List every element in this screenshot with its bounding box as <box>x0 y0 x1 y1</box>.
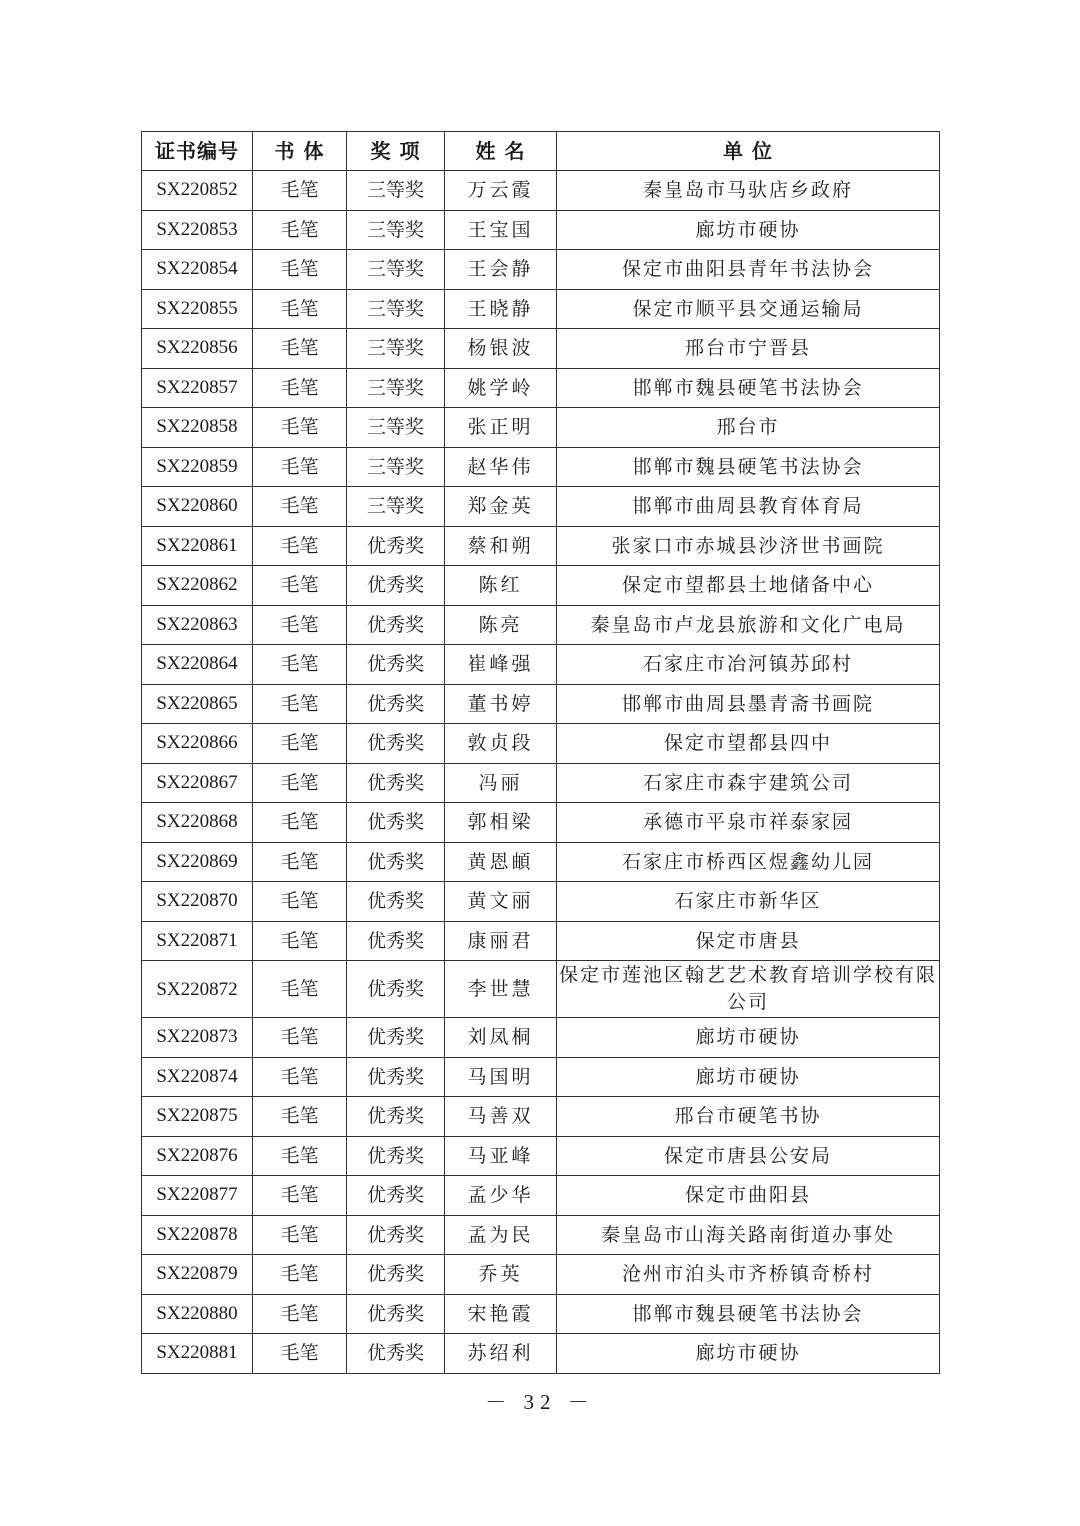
name-cell: 杨银波 <box>445 329 557 369</box>
script-style-cell: 毛笔 <box>253 724 347 764</box>
script-style-cell: 毛笔 <box>253 684 347 724</box>
unit-cell: 保定市唐县公安局 <box>557 1136 940 1176</box>
unit-cell: 秦皇岛市马驮店乡政府 <box>557 171 940 211</box>
table-row <box>142 684 940 724</box>
unit-cell: 廊坊市硬协 <box>557 210 940 250</box>
name-cell: 崔峰强 <box>445 645 557 685</box>
unit-cell: 秦皇岛市卢龙县旅游和文化广电局 <box>557 605 940 645</box>
unit-cell: 邯郸市曲周县墨青斋书画院 <box>557 684 940 724</box>
certificate-number-cell: SX220872 <box>142 961 253 1018</box>
award-cell: 优秀奖 <box>347 882 445 922</box>
certificate-number-cell: SX220867 <box>142 763 253 803</box>
certificate-number-cell: SX220873 <box>142 1018 253 1058</box>
name-cell: 乔英 <box>445 1255 557 1295</box>
table-row <box>142 566 940 606</box>
certificate-number-cell: SX220875 <box>142 1097 253 1137</box>
script-style-cell: 毛笔 <box>253 1334 347 1374</box>
table-row <box>142 763 940 803</box>
name-cell: 陈红 <box>445 566 557 606</box>
table-row <box>142 1215 940 1255</box>
award-cell: 优秀奖 <box>347 1057 445 1097</box>
award-cell: 三等奖 <box>347 171 445 211</box>
table-header-row <box>142 132 940 171</box>
script-style-cell: 毛笔 <box>253 487 347 527</box>
page-number: － 32 － <box>485 1390 595 1414</box>
script-style-cell: 毛笔 <box>253 961 347 1018</box>
certificate-number-cell: SX220874 <box>142 1057 253 1097</box>
certificate-number-cell: SX220865 <box>142 684 253 724</box>
unit-cell: 保定市唐县 <box>557 921 940 961</box>
unit-cell: 廊坊市硬协 <box>557 1057 940 1097</box>
award-cell: 优秀奖 <box>347 1334 445 1374</box>
name-cell: 王晓静 <box>445 289 557 329</box>
table-row <box>142 842 940 882</box>
unit-cell: 秦皇岛市山海关路南街道办事处 <box>557 1215 940 1255</box>
unit-cell: 沧州市泊头市齐桥镇奇桥村 <box>557 1255 940 1295</box>
table-row <box>142 961 940 1018</box>
certificate-number-cell: SX220866 <box>142 724 253 764</box>
table-row <box>142 645 940 685</box>
award-cell: 优秀奖 <box>347 1294 445 1334</box>
award-cell: 三等奖 <box>347 210 445 250</box>
name-cell: 马亚峰 <box>445 1136 557 1176</box>
award-cell: 优秀奖 <box>347 1176 445 1216</box>
award-cell: 三等奖 <box>347 250 445 290</box>
name-cell: 冯丽 <box>445 763 557 803</box>
award-cell: 优秀奖 <box>347 763 445 803</box>
script-style-cell: 毛笔 <box>253 605 347 645</box>
script-style-cell: 毛笔 <box>253 171 347 211</box>
award-cell: 优秀奖 <box>347 921 445 961</box>
certificate-number-cell: SX220868 <box>142 803 253 843</box>
table-row <box>142 368 940 408</box>
script-style-cell: 毛笔 <box>253 1057 347 1097</box>
script-style-cell: 毛笔 <box>253 645 347 685</box>
award-cell: 三等奖 <box>347 368 445 408</box>
name-cell: 黄文丽 <box>445 882 557 922</box>
award-cell: 优秀奖 <box>347 724 445 764</box>
certificate-number-cell: SX220860 <box>142 487 253 527</box>
name-cell: 郭相梁 <box>445 803 557 843</box>
awards-table <box>141 131 940 1374</box>
award-cell: 优秀奖 <box>347 605 445 645</box>
name-cell: 刘凤桐 <box>445 1018 557 1058</box>
table-row <box>142 250 940 290</box>
certificate-number-cell: SX220870 <box>142 882 253 922</box>
table-row <box>142 526 940 566</box>
award-cell: 优秀奖 <box>347 842 445 882</box>
award-cell: 优秀奖 <box>347 526 445 566</box>
table-row <box>142 605 940 645</box>
unit-cell: 保定市曲阳县 <box>557 1176 940 1216</box>
certificate-number-cell: SX220861 <box>142 526 253 566</box>
script-style-cell: 毛笔 <box>253 1255 347 1295</box>
script-style-cell: 毛笔 <box>253 368 347 408</box>
unit-cell: 石家庄市新华区 <box>557 882 940 922</box>
award-cell: 优秀奖 <box>347 1136 445 1176</box>
name-cell: 蔡和朔 <box>445 526 557 566</box>
script-style-cell: 毛笔 <box>253 1294 347 1334</box>
unit-cell: 石家庄市桥西区煜鑫幼儿园 <box>557 842 940 882</box>
unit-cell: 石家庄市森宇建筑公司 <box>557 763 940 803</box>
name-cell: 李世慧 <box>445 961 557 1018</box>
unit-cell: 承德市平泉市祥泰家园 <box>557 803 940 843</box>
name-cell: 董书婷 <box>445 684 557 724</box>
unit-cell: 保定市望都县四中 <box>557 724 940 764</box>
certificate-number-cell: SX220862 <box>142 566 253 606</box>
script-style-cell: 毛笔 <box>253 566 347 606</box>
unit-cell: 邯郸市曲周县教育体育局 <box>557 487 940 527</box>
script-style-cell: 毛笔 <box>253 1215 347 1255</box>
certificate-number-cell: SX220858 <box>142 408 253 448</box>
unit-cell: 邢台市 <box>557 408 940 448</box>
table-row <box>142 1294 940 1334</box>
table-row <box>142 882 940 922</box>
script-style-cell: 毛笔 <box>253 408 347 448</box>
header-certificate-number: 证书编号 <box>142 132 253 171</box>
script-style-cell: 毛笔 <box>253 447 347 487</box>
unit-cell: 邯郸市魏县硬笔书法协会 <box>557 1294 940 1334</box>
script-style-cell: 毛笔 <box>253 803 347 843</box>
name-cell: 马国明 <box>445 1057 557 1097</box>
award-cell: 三等奖 <box>347 487 445 527</box>
unit-cell: 邢台市宁晋县 <box>557 329 940 369</box>
name-cell: 孟少华 <box>445 1176 557 1216</box>
script-style-cell: 毛笔 <box>253 250 347 290</box>
unit-cell: 廊坊市硬协 <box>557 1018 940 1058</box>
table-row <box>142 1097 940 1137</box>
certificate-number-cell: SX220864 <box>142 645 253 685</box>
script-style-cell: 毛笔 <box>253 1018 347 1058</box>
table-row <box>142 1057 940 1097</box>
name-cell: 马善双 <box>445 1097 557 1137</box>
header-name: 姓 名 <box>445 132 557 171</box>
table-row <box>142 210 940 250</box>
table-row <box>142 1334 940 1374</box>
table-body <box>142 171 940 1374</box>
script-style-cell: 毛笔 <box>253 842 347 882</box>
table-row <box>142 329 940 369</box>
table-row <box>142 921 940 961</box>
award-cell: 三等奖 <box>347 408 445 448</box>
table-row <box>142 803 940 843</box>
unit-cell: 邯郸市魏县硬笔书法协会 <box>557 447 940 487</box>
certificate-number-cell: SX220869 <box>142 842 253 882</box>
award-cell: 优秀奖 <box>347 645 445 685</box>
name-cell: 万云霞 <box>445 171 557 211</box>
name-cell: 郑金英 <box>445 487 557 527</box>
unit-cell: 邢台市硬笔书协 <box>557 1097 940 1137</box>
unit-cell: 邯郸市魏县硬笔书法协会 <box>557 368 940 408</box>
award-cell: 优秀奖 <box>347 803 445 843</box>
table-row <box>142 408 940 448</box>
certificate-number-cell: SX220859 <box>142 447 253 487</box>
table-row <box>142 1136 940 1176</box>
award-cell: 优秀奖 <box>347 1255 445 1295</box>
table-row <box>142 1255 940 1295</box>
name-cell: 陈亮 <box>445 605 557 645</box>
script-style-cell: 毛笔 <box>253 289 347 329</box>
award-cell: 优秀奖 <box>347 961 445 1018</box>
unit-cell: 廊坊市硬协 <box>557 1334 940 1374</box>
script-style-cell: 毛笔 <box>253 210 347 250</box>
award-cell: 优秀奖 <box>347 566 445 606</box>
certificate-number-cell: SX220876 <box>142 1136 253 1176</box>
unit-cell: 保定市顺平县交通运输局 <box>557 289 940 329</box>
award-cell: 优秀奖 <box>347 1097 445 1137</box>
name-cell: 王宝国 <box>445 210 557 250</box>
certificate-number-cell: SX220863 <box>142 605 253 645</box>
table-row <box>142 487 940 527</box>
unit-cell: 保定市曲阳县青年书法协会 <box>557 250 940 290</box>
name-cell: 黄恩頔 <box>445 842 557 882</box>
award-cell: 三等奖 <box>347 329 445 369</box>
certificate-number-cell: SX220856 <box>142 329 253 369</box>
unit-cell: 张家口市赤城县沙济世书画院 <box>557 526 940 566</box>
header-script-style: 书 体 <box>253 132 347 171</box>
script-style-cell: 毛笔 <box>253 329 347 369</box>
certificate-number-cell: SX220879 <box>142 1255 253 1295</box>
name-cell: 赵华伟 <box>445 447 557 487</box>
unit-cell: 保定市莲池区翰艺艺术教育培训学校有限公司 <box>557 961 940 1018</box>
script-style-cell: 毛笔 <box>253 1176 347 1216</box>
script-style-cell: 毛笔 <box>253 1097 347 1137</box>
table-row <box>142 1018 940 1058</box>
table-row <box>142 724 940 764</box>
certificate-number-cell: SX220880 <box>142 1294 253 1334</box>
unit-cell: 石家庄市冶河镇苏邱村 <box>557 645 940 685</box>
certificate-number-cell: SX220853 <box>142 210 253 250</box>
table-row <box>142 447 940 487</box>
award-cell: 优秀奖 <box>347 1215 445 1255</box>
certificate-number-cell: SX220877 <box>142 1176 253 1216</box>
name-cell: 康丽君 <box>445 921 557 961</box>
header-award: 奖 项 <box>347 132 445 171</box>
name-cell: 王会静 <box>445 250 557 290</box>
table-row <box>142 171 940 211</box>
certificate-number-cell: SX220855 <box>142 289 253 329</box>
table-row <box>142 1176 940 1216</box>
header-unit: 单 位 <box>557 132 940 171</box>
script-style-cell: 毛笔 <box>253 763 347 803</box>
name-cell: 苏绍利 <box>445 1334 557 1374</box>
award-cell: 优秀奖 <box>347 1018 445 1058</box>
award-cell: 三等奖 <box>347 289 445 329</box>
unit-cell: 保定市望都县土地储备中心 <box>557 566 940 606</box>
name-cell: 孟为民 <box>445 1215 557 1255</box>
script-style-cell: 毛笔 <box>253 526 347 566</box>
award-cell: 三等奖 <box>347 447 445 487</box>
script-style-cell: 毛笔 <box>253 882 347 922</box>
certificate-number-cell: SX220857 <box>142 368 253 408</box>
name-cell: 姚学岭 <box>445 368 557 408</box>
certificate-number-cell: SX220852 <box>142 171 253 211</box>
award-cell: 优秀奖 <box>347 684 445 724</box>
name-cell: 张正明 <box>445 408 557 448</box>
script-style-cell: 毛笔 <box>253 1136 347 1176</box>
certificate-number-cell: SX220878 <box>142 1215 253 1255</box>
script-style-cell: 毛笔 <box>253 921 347 961</box>
table-row <box>142 289 940 329</box>
certificate-number-cell: SX220854 <box>142 250 253 290</box>
name-cell: 敦贞段 <box>445 724 557 764</box>
certificate-number-cell: SX220871 <box>142 921 253 961</box>
name-cell: 宋艳霞 <box>445 1294 557 1334</box>
certificate-number-cell: SX220881 <box>142 1334 253 1374</box>
